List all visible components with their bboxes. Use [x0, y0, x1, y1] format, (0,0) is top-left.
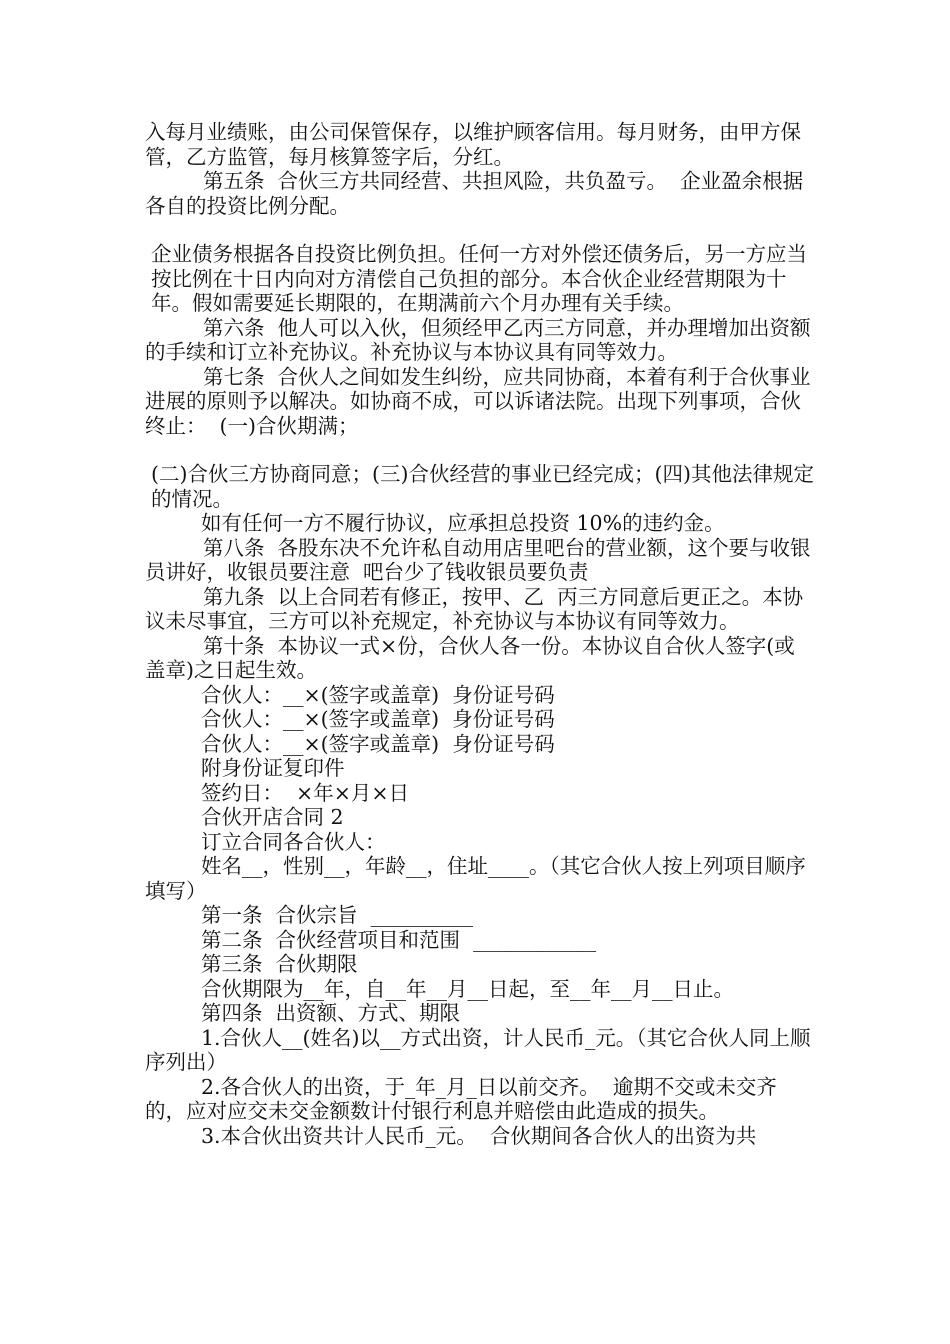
paragraph: 附身份证复印件 — [201, 756, 345, 780]
paragraph: 姓名__，性别__，年龄__，住址____。（其它合伙人按上列项目顺序填写） — [145, 854, 806, 903]
paragraph: 第八条 各股东决不允许私自动用店里吧台的营业额，这个要与收银员讲好，收银员要注意 吧台少了钱收银员要负责 — [145, 535, 811, 584]
paragraph: 1.合伙人__(姓名)以__方式出资，计人民币_元。（其它合伙人同上顺序列出） — [145, 1025, 811, 1074]
paragraph: 合伙期限为__年，自__年__月__日起，至__年__月__日止。 — [201, 976, 734, 1001]
paragraph: 第三条 合伙期限 — [201, 952, 358, 976]
blank-line — [145, 438, 815, 462]
document-body — [145, 120, 815, 1148]
paragraph: 第九条 以上合同若有修正，按甲、乙 丙三方同意后更正之。本协议未尽事宜，三方可以补充规定，补充协议与本协议有同等效力。 — [145, 584, 804, 633]
paragraph: 第七条 合伙人之间如发生纠纷，应共同协商，本着有利于合伙事业进展的原则予以解决。如协商不成，可以诉诸法院。出现下列事项，合伙终止： (一)合伙期满； — [145, 364, 811, 438]
paragraph: 第六条 他人可以入伙，但须经甲乙丙三方同意，并办理增加出资额的手续和订立补充协议。补充协议与本协议具有同等效力。 — [145, 315, 811, 364]
paragraph: 第二条 合伙经营项目和范围 ____________ — [201, 927, 597, 952]
paragraph: 合伙人：__×(签字或盖章) 身份证号码 — [201, 731, 555, 756]
paragraph: 第四条 出资额、方式、期限 — [201, 1001, 461, 1025]
paragraph: 第五条 合伙三方共同经营、共担风险，共负盈亏。 企业盈余根据各自的投资比例分配。 — [145, 169, 804, 218]
paragraph: 3.本合伙出资共计人民币_元。 合伙期间各合伙人的出资为共 — [201, 1123, 757, 1148]
paragraph: 如有任何一方不履行协议，应承担总投资 10%的违约金。 — [201, 511, 725, 535]
paragraph: 合伙人：__×(签字或盖章) 身份证号码 — [201, 682, 555, 707]
paragraph: 签约日： ×年×月×日 — [201, 780, 410, 805]
paragraph: 2.各合伙人的出资，于_年_月_日以前交齐。 逾期不交或未交齐的，应对应交未交金额数计付银行利息并赔偿由此造成的损失。 — [145, 1074, 777, 1123]
paragraph: 企业债务根据各自投资比例负担。任何一方对外偿还债务后，另一方应当按比例在十日内向对方清偿自己负担的部分。本合伙企业经营期限为十年。假如需要延长期限的，在期满前六个月办理有关手续。 — [151, 242, 807, 315]
paragraph: 第十条 本协议一式×份，合伙人各一份。本协议自合伙人签字(或盖章)之日起生效。 — [145, 633, 795, 682]
paragraph: 合伙开店合同 2 — [201, 805, 344, 829]
paragraph: (二)合伙三方协商同意；(三)合伙经营的事业已经完成；(四)其他法律规定的情况。 — [151, 462, 814, 511]
paragraph: 合伙人：__×(签字或盖章) 身份证号码 — [201, 707, 555, 731]
paragraph: 第一条 合伙宗旨 __________ — [201, 903, 474, 927]
paragraph: 入每月业绩账，由公司保管保存，以维护顾客信用。每月财务，由甲方保管，乙方监管，每月核算签字后，分红。 — [145, 120, 801, 169]
blank-line — [145, 218, 815, 242]
document-page — [145, 120, 815, 1148]
paragraph: 订立合同各合伙人： — [201, 829, 386, 854]
